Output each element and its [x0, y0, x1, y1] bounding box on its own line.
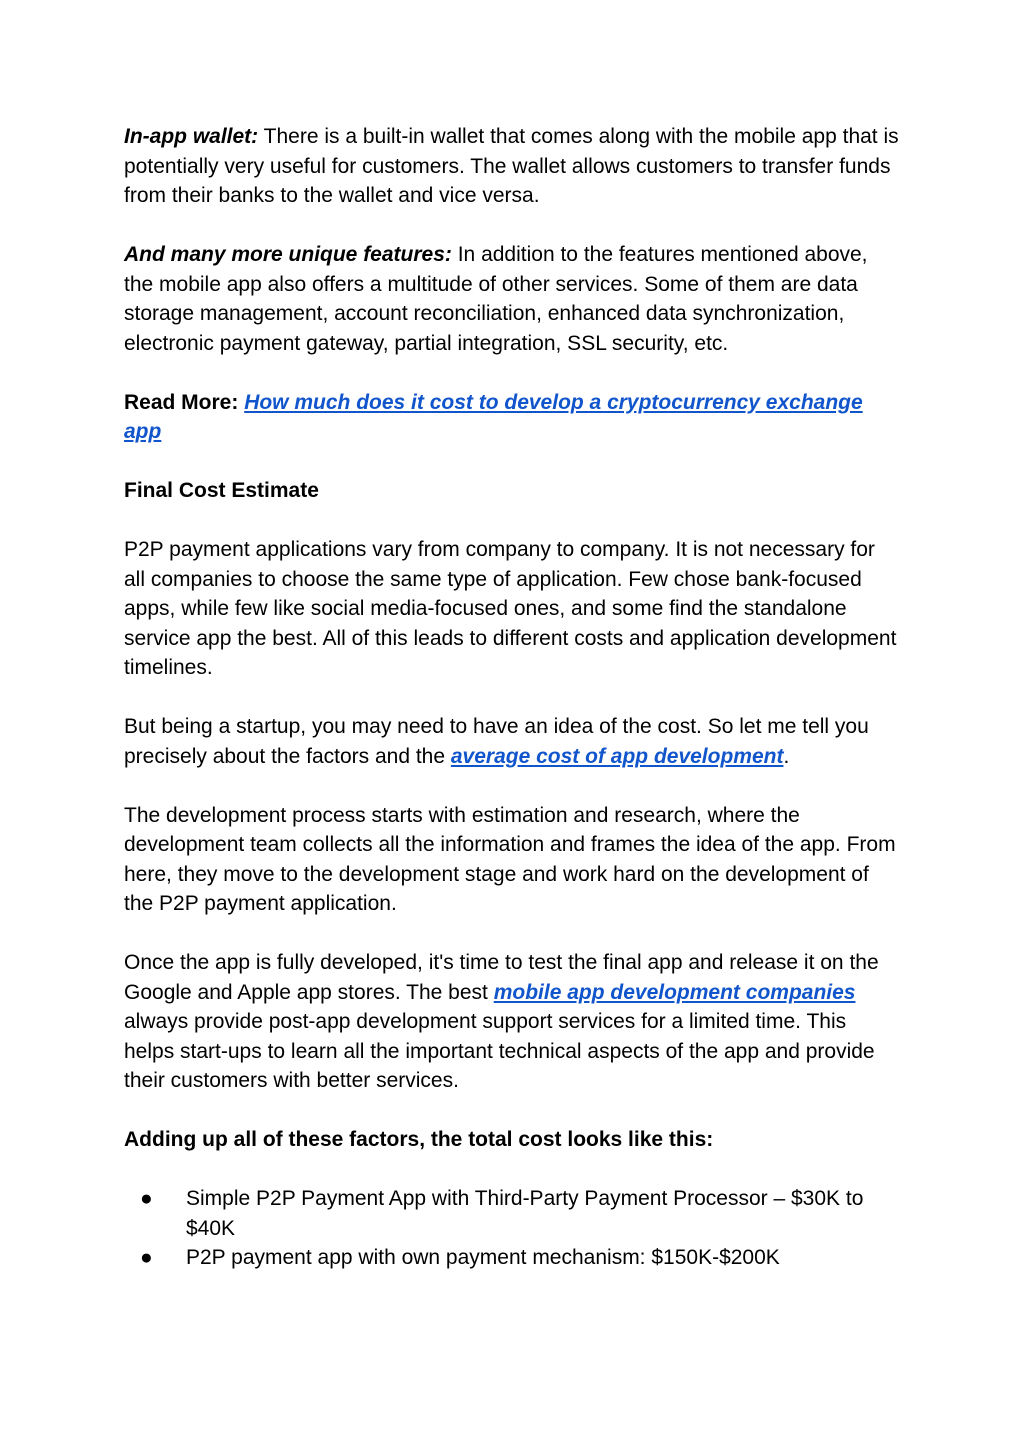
more-features-paragraph	[124, 240, 900, 358]
list-item	[124, 1243, 900, 1273]
final-cost-paragraph-1: P2P payment applications vary from company to company. It is not necessary for all companies to choose the same type of application. Few chose bank-focused apps, while few like social media-focused ones, and some find the standalone service app the best. All of this leads to different costs and application development timelines.	[124, 538, 897, 679]
read-more-label: Read More:	[124, 390, 245, 414]
crypto-exchange-cost-link[interactable]: How much does it cost to develop a cryptocurrency exchange app	[124, 390, 863, 443]
more-features-term: And many more unique features:	[124, 243, 452, 266]
read-more-paragraph	[124, 388, 900, 447]
bullet-icon: ●	[140, 1187, 153, 1210]
final-cost-paragraph-4	[124, 948, 900, 1096]
final-cost-paragraph-3: The development process starts with estimation and research, where the development team collects all the information and frames the idea of the app. From here, they move to the development stage and work hard on the development of the P2P payment application.	[124, 803, 896, 915]
final-cost-paragraph-2	[124, 712, 900, 771]
more-features-text: In addition to the features mentioned above, the mobile app also offers a multitude of other services. Some of them are data storage management, account reconciliation, enhanced data synchronization, electronic payment gateway, partial integration, SSL security, etc.	[124, 243, 868, 355]
mobile-app-companies-link[interactable]: mobile app development companies	[493, 980, 856, 1004]
wallet-term: In-app wallet:	[124, 125, 259, 148]
wallet-text: There is a built-in wallet that comes along with the mobile app that is potentially very useful for customers. The wallet allows customers to transfer funds from their banks to the wallet and vice versa.	[124, 125, 899, 207]
document-page	[124, 122, 900, 1273]
paragraph-4-text-before: Once the app is fully developed, it's time to test the final app and release it on the Google and Apple app stores. The best	[124, 951, 879, 1004]
total-cost-heading: Adding up all of these factors, the total cost looks like this:	[124, 1128, 714, 1151]
average-cost-link[interactable]: average cost of app development	[450, 744, 784, 768]
wallet-paragraph	[124, 122, 900, 211]
final-cost-heading: Final Cost Estimate	[124, 479, 319, 502]
paragraph-4-text-after: always provide post-app development support services for a limited time. This helps start-ups to learn all the important technical aspects of the app and provide their customers with better services.	[124, 1010, 875, 1092]
bullet-icon: ●	[140, 1246, 153, 1269]
paragraph-2-text-before: But being a startup, you may need to have an idea of the cost. So let me tell you precisely about the factors and the	[124, 715, 869, 768]
list-item	[124, 1184, 900, 1243]
list-item-text: P2P payment app with own payment mechanism: $150K-$200K	[186, 1246, 780, 1269]
list-item-text: Simple P2P Payment App with Third-Party Payment Processor – $30K to $40K	[186, 1187, 864, 1240]
cost-list	[124, 1184, 900, 1273]
paragraph-2-text-after: .	[783, 744, 790, 768]
